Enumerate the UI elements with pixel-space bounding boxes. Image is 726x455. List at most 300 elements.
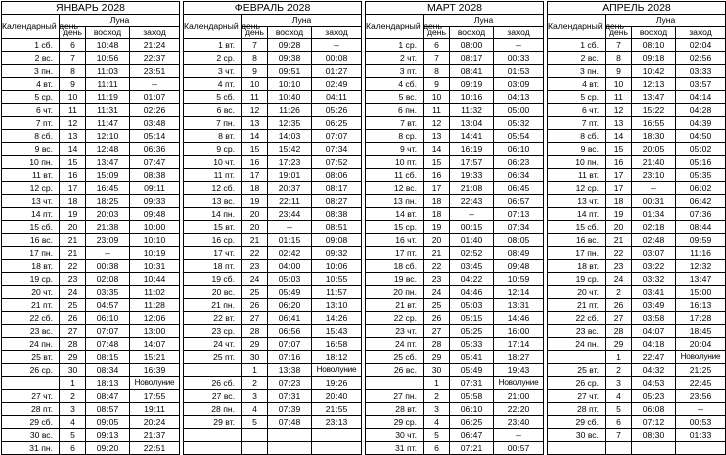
moonset-cell: 06:45 [494, 182, 544, 195]
table-row [548, 442, 726, 455]
moonrise-cell: 13:38 [268, 364, 312, 377]
table-row [2, 104, 180, 117]
lunar-day-cell: 27 [242, 312, 268, 325]
calendar-day-cell: 15 сб. [548, 221, 606, 234]
table-row [184, 416, 362, 429]
moonrise-cell: 05:03 [268, 273, 312, 286]
calendar-day-cell: 28 вт. [366, 403, 424, 416]
calendar-day-cell: 16 чт. [366, 234, 424, 247]
calendar-day-cell: 16 вс. [2, 234, 60, 247]
lunar-day-cell: 17 [606, 169, 632, 182]
table-row [548, 182, 726, 195]
moonrise-cell: 15:42 [268, 143, 312, 156]
table-row [184, 221, 362, 234]
lunar-day-cell: 4 [606, 390, 632, 403]
lunar-day-cell: 30 [424, 364, 450, 377]
moonset-cell: 03:57 [676, 78, 726, 91]
moonrise-cell: 16:55 [632, 117, 676, 130]
moonset-cell: 22:37 [130, 52, 180, 65]
month-table [183, 1, 362, 455]
calendar-day-cell: 23 чт. [366, 325, 424, 338]
table-row [366, 65, 544, 78]
moonset-cell: 19:11 [130, 403, 180, 416]
calendar-day-cell: 27 пн. [366, 390, 424, 403]
table-row [548, 247, 726, 260]
lunar-day-cell: 2 [60, 390, 86, 403]
moonrise-cell: 08:34 [86, 364, 130, 377]
table-row [2, 325, 180, 338]
moonrise-cell: 20:03 [86, 208, 130, 221]
table-row [548, 403, 726, 416]
calendar-day-cell: 31 пн. [2, 442, 60, 455]
lunar-day-cell: 1 [606, 351, 632, 364]
moonrise-cell: 10:56 [86, 52, 130, 65]
calendar-day-cell: 16 вс. [548, 234, 606, 247]
moonrise-cell: 06:20 [268, 299, 312, 312]
moonset-cell: Новолуние [494, 377, 544, 390]
table-row [184, 130, 362, 143]
moonrise-cell [268, 442, 312, 455]
table-row [2, 143, 180, 156]
calendar-day-cell: 4 вт. [548, 78, 606, 91]
calendar-day-cell: 26 ср. [548, 377, 606, 390]
moonrise-cell: 07:48 [86, 338, 130, 351]
table-row [366, 221, 544, 234]
lunar-day-cell: 5 [424, 429, 450, 442]
table-row [548, 325, 726, 338]
calendar-day-cell: 13 чт. [548, 195, 606, 208]
table-row [366, 91, 544, 104]
calendar-day-cell [548, 442, 606, 455]
moonrise-cell: 09:13 [86, 429, 130, 442]
moonset-cell: 16:39 [130, 364, 180, 377]
calendar-day-cell: 17 пт. [366, 247, 424, 260]
calendar-day-cell: 8 ср. [366, 130, 424, 143]
lunar-day-cell: 7 [60, 52, 86, 65]
lunar-day-cell: 18 [242, 182, 268, 195]
table-row [548, 208, 726, 221]
lunar-day-cell: 2 [242, 377, 268, 390]
moonrise-cell: 04:57 [86, 299, 130, 312]
lunar-day-cell: 6 [60, 39, 86, 52]
calendar-day-cell: 24 пн. [2, 338, 60, 351]
lunar-day-cell: 2 [424, 390, 450, 403]
month-title: ЯНВАРЬ 2028 [2, 2, 180, 15]
moonset-cell: 10:59 [494, 273, 544, 286]
moonset-cell: 11:28 [130, 299, 180, 312]
table-row [184, 286, 362, 299]
table-row [184, 39, 362, 52]
calendar-day-cell: 26 сб. [184, 377, 242, 390]
lunar-day-cell: 3 [242, 390, 268, 403]
table-row [2, 286, 180, 299]
moon-header: Луна [606, 15, 726, 27]
calendar-day-cell: 26 вс. [366, 364, 424, 377]
moonset-cell: 09:08 [312, 234, 362, 247]
lunar-day-cell: 14 [60, 143, 86, 156]
calendar-day-cell: 4 сб. [366, 78, 424, 91]
table-row [366, 130, 544, 143]
table-row [548, 117, 726, 130]
table-row [548, 286, 726, 299]
calendar-day-cell: 12 вс. [366, 182, 424, 195]
lunar-day-cell: 24 [606, 273, 632, 286]
moonrise-cell: 03:41 [632, 286, 676, 299]
moonrise-cell: 12:35 [268, 117, 312, 130]
table-row [2, 442, 180, 455]
lunar-day-cell: 8 [424, 65, 450, 78]
moonset-cell: 06:57 [494, 195, 544, 208]
calendar-day-cell [184, 429, 242, 442]
lunar-day-cell: 24 [242, 273, 268, 286]
table-row [2, 130, 180, 143]
moonset-cell: 10:55 [312, 273, 362, 286]
lunar-day-cell: 24 [424, 286, 450, 299]
lunar-day-cell: 15 [60, 156, 86, 169]
moonrise-cell: 08:57 [86, 403, 130, 416]
calendar-day-cell [2, 377, 60, 390]
moonset-cell: 07:34 [494, 221, 544, 234]
moonrise-cell: 07:07 [86, 325, 130, 338]
calendar-day-cell: 28 пт. [548, 403, 606, 416]
calendar-day-cell: 5 сб. [184, 91, 242, 104]
moonrise-cell: 00:15 [450, 221, 494, 234]
lunar-day-cell: 9 [242, 65, 268, 78]
table-row [184, 351, 362, 364]
lunar-day-cell: 7 [424, 52, 450, 65]
moonset-cell: 05:02 [676, 143, 726, 156]
moonrise-cell: 18:13 [86, 377, 130, 390]
moonrise-cell: 03:35 [86, 286, 130, 299]
lunar-day-cell: 3 [60, 403, 86, 416]
lunar-day-cell: 21 [242, 234, 268, 247]
moonrise-cell: 13:47 [632, 91, 676, 104]
table-row [366, 104, 544, 117]
lunar-day-cell: 13 [242, 117, 268, 130]
lunar-day-cell: 17 [60, 182, 86, 195]
table-row [548, 390, 726, 403]
moonrise-cell: 04:18 [632, 338, 676, 351]
moonrise-cell: 04:00 [268, 260, 312, 273]
lunar-day-cell: 3 [606, 377, 632, 390]
moonset-cell: 14:26 [312, 312, 362, 325]
moonrise-cell: 14:03 [268, 130, 312, 143]
calendar-day-cell: 9 вс. [548, 143, 606, 156]
table-row [184, 104, 362, 117]
moonrise-cell: 08:10 [632, 39, 676, 52]
moonset-cell: 10:10 [130, 234, 180, 247]
lunar-day-header: день [242, 27, 268, 39]
lunar-day-cell: 20 [242, 208, 268, 221]
lunar-day-cell: 27 [60, 325, 86, 338]
moonrise-cell: – [268, 221, 312, 234]
calendar-day-cell: 13 пн. [366, 195, 424, 208]
lunar-day-cell: 14 [424, 143, 450, 156]
moonrise-cell: 11:03 [86, 65, 130, 78]
moonrise-cell: 14:41 [450, 130, 494, 143]
moonset-cell: 06:25 [312, 117, 362, 130]
moonset-cell: 05:32 [494, 117, 544, 130]
moonset-cell: 20:04 [676, 338, 726, 351]
moonrise-cell: 05:15 [450, 312, 494, 325]
table-row [2, 338, 180, 351]
moonrise-cell: 22:47 [632, 351, 676, 364]
moonset-cell [312, 442, 362, 455]
calendar-day-cell: 17 чт. [184, 247, 242, 260]
lunar-day-cell: 16 [242, 156, 268, 169]
table-row [2, 65, 180, 78]
moonset-cell: 19:43 [494, 364, 544, 377]
table-row [548, 273, 726, 286]
moonset-cell: 01:53 [494, 65, 544, 78]
table-row [184, 247, 362, 260]
calendar-day-cell: 29 ср. [366, 416, 424, 429]
lunar-day-cell: 16 [424, 169, 450, 182]
calendar-day-cell: 1 ср. [366, 39, 424, 52]
calendar-day-cell: 14 пн. [184, 208, 242, 221]
moonrise-cell: 18:25 [86, 195, 130, 208]
table-row [2, 312, 180, 325]
table-row [2, 195, 180, 208]
table-row [184, 403, 362, 416]
calendar-day-header: Календарный день [366, 15, 424, 39]
moonrise-cell: 19:01 [268, 169, 312, 182]
calendar-day-cell: 24 чт. [184, 338, 242, 351]
calendar-day-cell: 18 пт. [184, 260, 242, 273]
table-row [366, 377, 544, 390]
table-row [184, 429, 362, 442]
moonset-cell: 23:56 [676, 390, 726, 403]
moonrise-cell: 03:22 [632, 260, 676, 273]
calendar-day-cell: 9 вс. [2, 143, 60, 156]
moonset-cell: 10:44 [130, 273, 180, 286]
moonrise-cell: 10:42 [632, 65, 676, 78]
moonrise-cell: 06:56 [268, 325, 312, 338]
calendar-day-cell: 21 пт. [548, 299, 606, 312]
moonset-cell: 14:46 [494, 312, 544, 325]
lunar-day-cell: 17 [424, 182, 450, 195]
table-row [548, 169, 726, 182]
moonrise-cell: 11:11 [86, 78, 130, 91]
table-row [548, 195, 726, 208]
lunar-day-cell: 14 [242, 130, 268, 143]
calendar-day-cell: 24 пн. [548, 338, 606, 351]
lunar-day-cell: 8 [60, 65, 86, 78]
moonset-cell: 07:36 [676, 208, 726, 221]
moonrise-cell: 02:42 [268, 247, 312, 260]
moonrise-cell: 20:05 [632, 143, 676, 156]
lunar-day-cell: 10 [60, 91, 86, 104]
calendar-day-cell: 15 сб. [2, 221, 60, 234]
calendar-day-cell: 6 пн. [366, 104, 424, 117]
table-row [366, 403, 544, 416]
moonset-cell: 02:04 [676, 39, 726, 52]
lunar-day-cell: 21 [60, 247, 86, 260]
moonset-cell: – [494, 39, 544, 52]
table-row [548, 299, 726, 312]
table-row [548, 39, 726, 52]
lunar-day-cell: 11 [60, 104, 86, 117]
moonrise-cell: 07:48 [268, 416, 312, 429]
table-row [548, 416, 726, 429]
moonset-cell: 18:45 [676, 325, 726, 338]
month-table [1, 1, 180, 455]
table-row [184, 91, 362, 104]
lunar-day-cell: 19 [606, 208, 632, 221]
table-row [184, 299, 362, 312]
moonset-header: заход [130, 27, 180, 39]
calendar-day-cell: 25 вт. [548, 364, 606, 377]
moonset-cell: 12:32 [676, 260, 726, 273]
lunar-day-cell: 21 [424, 247, 450, 260]
moonset-cell: 02:56 [676, 52, 726, 65]
moonset-cell: 08:49 [494, 247, 544, 260]
moonrise-cell: 12:10 [86, 130, 130, 143]
calendar-day-cell: 2 вс. [2, 52, 60, 65]
table-row [184, 312, 362, 325]
moonrise-cell: 04:07 [632, 325, 676, 338]
table-row [366, 429, 544, 442]
moonrise-cell: 11:26 [268, 104, 312, 117]
moonrise-cell: 08:47 [86, 390, 130, 403]
lunar-day-cell: 25 [424, 299, 450, 312]
lunar-day-cell: 20 [242, 221, 268, 234]
calendar-day-cell: 12 ср. [548, 182, 606, 195]
table-row [2, 78, 180, 91]
calendar-day-cell [548, 351, 606, 364]
lunar-day-cell: 26 [60, 312, 86, 325]
calendar-day-cell: 27 чт. [2, 390, 60, 403]
moonrise-cell: 05:58 [450, 390, 494, 403]
lunar-day-cell: 11 [606, 91, 632, 104]
moonset-cell: 16:00 [494, 325, 544, 338]
moonset-cell: 23:51 [130, 65, 180, 78]
lunar-day-cell: 11 [424, 104, 450, 117]
moonset-cell: 04:13 [494, 91, 544, 104]
moonrise-cell: 08:00 [450, 39, 494, 52]
calendar-day-cell: 15 ср. [366, 221, 424, 234]
moonset-cell: 13:47 [676, 273, 726, 286]
moonset-cell: 14:07 [130, 338, 180, 351]
moonrise-cell: 21:08 [450, 182, 494, 195]
moonrise-cell: – [632, 182, 676, 195]
moonset-cell: 09:59 [676, 234, 726, 247]
moonset-cell: 08:44 [676, 221, 726, 234]
moonrise-cell: 09:28 [268, 39, 312, 52]
moonset-cell: Новолуние [312, 364, 362, 377]
lunar-day-cell: 10 [242, 78, 268, 91]
month-title: МАРТ 2028 [366, 2, 544, 15]
table-row [548, 130, 726, 143]
calendar-day-cell: 19 сб. [184, 273, 242, 286]
moonset-cell: 15:21 [130, 351, 180, 364]
moonrise-cell: 05:03 [450, 299, 494, 312]
moonrise-header: восход [268, 27, 312, 39]
calendar-day-cell: 8 вт. [184, 130, 242, 143]
table-row [548, 156, 726, 169]
moonset-cell: 05:16 [676, 156, 726, 169]
moonrise-cell: 05:33 [450, 338, 494, 351]
moonset-cell: – [312, 39, 362, 52]
lunar-day-cell: 13 [60, 130, 86, 143]
moonrise-cell: 06:47 [450, 429, 494, 442]
moonset-cell: 19:26 [312, 377, 362, 390]
calendar-day-cell: 14 пт. [548, 208, 606, 221]
lunar-day-cell: 28 [606, 325, 632, 338]
calendar-day-cell: 11 вт. [2, 169, 60, 182]
calendar-day-cell: 11 пт. [184, 169, 242, 182]
moonset-cell: 18:12 [312, 351, 362, 364]
lunar-day-cell: 17 [242, 169, 268, 182]
calendar-day-cell: 17 пн. [2, 247, 60, 260]
moonrise-cell: – [86, 247, 130, 260]
moonrise-cell: 01:15 [268, 234, 312, 247]
moonrise-cell: 07:21 [450, 442, 494, 455]
table-row [548, 78, 726, 91]
lunar-day-cell: 16 [606, 156, 632, 169]
calendar-day-cell: 26 ср. [2, 364, 60, 377]
table-row [366, 156, 544, 169]
calendar-day-cell: 3 чт. [184, 65, 242, 78]
moonset-cell: Новолуние [130, 377, 180, 390]
moonrise-cell: 03:07 [632, 247, 676, 260]
table-row [184, 65, 362, 78]
moonrise-cell: 02:18 [632, 221, 676, 234]
moonrise-cell: 06:25 [450, 416, 494, 429]
moonset-cell: 21:25 [676, 364, 726, 377]
moonset-cell: 03:09 [494, 78, 544, 91]
moonrise-cell: 10:16 [450, 91, 494, 104]
lunar-day-header: день [60, 27, 86, 39]
moonrise-cell: 08:15 [86, 351, 130, 364]
moonrise-cell: 07:39 [268, 403, 312, 416]
calendar-day-cell: 25 пт. [184, 351, 242, 364]
lunar-day-cell: 12 [242, 104, 268, 117]
moonrise-cell: 07:31 [450, 377, 494, 390]
calendar-day-cell: 23 вс. [2, 325, 60, 338]
calendar-day-cell: 5 ср. [548, 91, 606, 104]
table-row [2, 299, 180, 312]
moonset-cell: 03:33 [676, 65, 726, 78]
moonrise-cell: 09:05 [86, 416, 130, 429]
calendar-day-cell: 21 пт. [2, 299, 60, 312]
lunar-day-cell: 6 [424, 442, 450, 455]
table-row [184, 364, 362, 377]
calendar-day-cell: 27 чт. [548, 390, 606, 403]
calendar-day-cell: 7 вт. [366, 117, 424, 130]
moonset-cell: 04:39 [676, 117, 726, 130]
moonrise-cell: 05:41 [450, 351, 494, 364]
moonset-cell: 00:08 [312, 52, 362, 65]
moonrise-cell: 11:31 [86, 104, 130, 117]
moonrise-cell: 00:31 [632, 195, 676, 208]
moonset-cell: 10:06 [312, 260, 362, 273]
calendar-day-cell: 11 вт. [548, 169, 606, 182]
calendar-day-header: Календарный день [2, 15, 60, 39]
moonrise-cell: 00:38 [86, 260, 130, 273]
table-row [548, 429, 726, 442]
calendar-day-cell: 30 вс. [2, 429, 60, 442]
calendar-day-cell: 11 сб. [366, 169, 424, 182]
lunar-day-cell: 1 [60, 377, 86, 390]
table-row [2, 182, 180, 195]
lunar-day-cell: 28 [242, 325, 268, 338]
table-row [366, 416, 544, 429]
table-row [548, 221, 726, 234]
moonset-cell: 11:16 [676, 247, 726, 260]
moonset-cell: 09:48 [130, 208, 180, 221]
lunar-day-cell: 9 [424, 78, 450, 91]
